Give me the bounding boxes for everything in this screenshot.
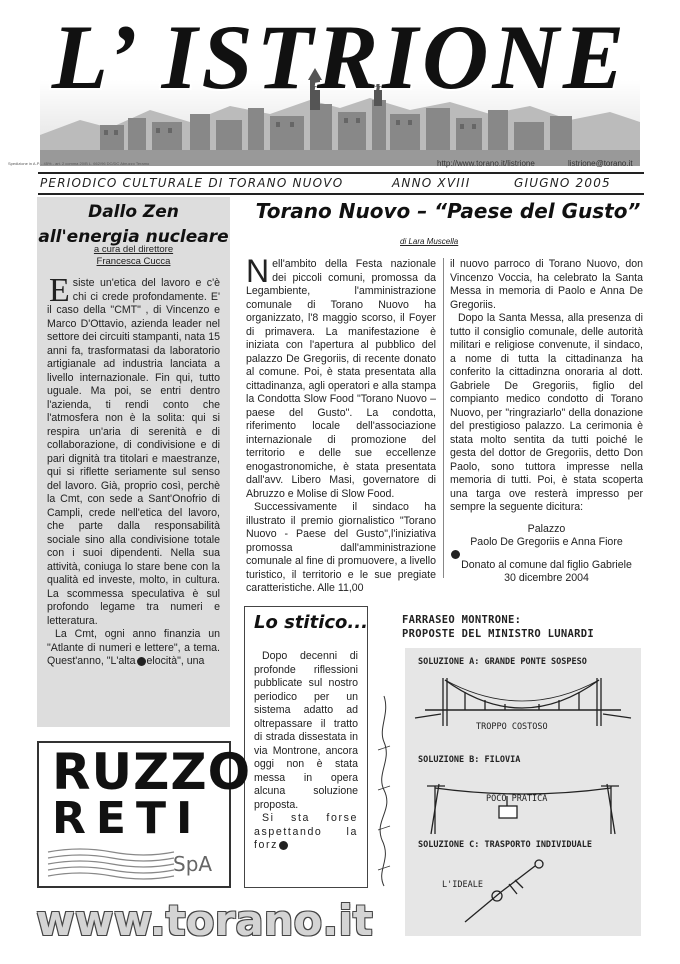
left-title-line2: all'energia nucleare [38,227,229,247]
left-title-line1: Dallo Zen [88,202,179,222]
left-paragraph-2: La Cmt, ogni anno finanzia un "Atlante di numeri e lettere", a tema. Quest'anno, "L'alta elocità", una [47,628,220,667]
cartoon-heading-line2: PROPOSTE DEL MINISTRO LUNARDI [402,628,595,640]
stitico-title: Lo stitico... [254,612,368,633]
ad-logo-line1: RUZZO [52,743,252,801]
main-article-byline: di Lara Muscella [400,237,459,246]
left-article-byline [37,244,230,268]
cartoon-drawing [405,648,641,936]
ad-logo-suffix: SpA [173,852,213,876]
stitico-paragraph-1: Dopo decenni di profonde riflessioni pubblicate sul nostro periodico per un sistema adatto ad oltrepassare il tratto di strada dissestata in via Montrone, ancora oggi non è stata messa in opera alcuna soluzione proposta. [254,650,358,811]
main-paragraph-1: Nell'ambito della Festa nazionale dei piccoli comuni, promossa da Legambiente, l'amministrazione comunale di Torano Nuovo ha organizzato, l'8 maggio scorso, il Foyer di primavera. La manifestazione è iniziata con l'apertura al pubblico del palazzo De Gregoriis, di recente donato al comune. Poi, è stata presentata alla cittadinanza, agli operatori e alla stampa la Condotta Slow Food "Torano Nuovo – paese del Gusto". La condotta, riferimento locale dell'associazione internazionale di promozione del territorio e delle sue eccellenze enogastronomiche, è stata presentata dall'avv. Libero Masi, governatore di Abruzzo e Molise di Slow Food. [246,253,436,500]
stitico-body [254,650,358,853]
water-waves-icon [46,846,176,880]
left-article-title [37,200,230,250]
issue-date: GIUGNO 2005 [514,176,611,190]
cartoon-heading-line1: FARRASEO MONTRONE: [402,614,522,626]
stitico-paragraph-2: Si sta forse aspettando la forz [254,812,358,851]
column-divider [443,258,444,578]
plaque-line-4: 30 dicembre 2004 [504,572,589,584]
masthead [40,6,640,168]
cartoon-solution-c-note: L'IDEALE [442,880,483,890]
cartoon-heading [402,613,642,641]
stitico-end-icon [279,841,288,850]
main-paragraph-2: Successivamente il sindaco ha illustrato il premio giornalistico "Torano Nuovo - Paese del Gusto",l'iniziativa promossa dall'amministrazione comunale al fine di promuovere, a livello turistico, il territorio e le sue pregiate caratteristiche. Alle 11,00 [246,501,436,594]
masthead-title: L’ ISTRIONE [51,6,629,108]
issue-year: ANNO XVIII [392,176,471,190]
issue-bar [40,176,642,192]
main-article-column-1 [246,253,436,596]
cartoon-solution-a: SOLUZIONE A: GRANDE PONTE SOSPESO [418,657,587,667]
left-article-body [47,272,220,669]
continued-icon [137,657,146,666]
main-article-title: Torano Nuovo – “Paese del Gusto” [255,199,641,223]
main-paragraph-4: Dopo la Santa Messa, alla presenza di tutto il consiglio comunale, delle autorità militari e religiose convenute, il sindaco, a nome di tutta la cittadinanza ha conferito la cittadinzna onoraria al dott. Gabriele De Gregoriis, figlio del compianto medico condotto di Torano Nuovo, per "ringraziarlo" della donazione del prestigioso palazzo. La cerimonia è stata molto sentita da tutti poiché le gesta del dottor de Gregoriis, detto Don Paolo, sono tuttora impresse nella memoria di tutti. Poi, è stata scoperta una targa ove resterà impresso per sempre la seguente dicitura: [450,312,643,513]
plaque-line-1: Palazzo [527,522,566,535]
ad-logo-line2: RETI [52,793,203,844]
main-article-column-2 [450,258,643,586]
left-dropcap: E [49,272,70,309]
main-paragraph-3: il nuovo parroco di Torano Nuovo, don Vincenzo Voccia, ha celebrato la Santa Messa in memoria di Paolo e Anna De Gregoriis. [450,258,643,311]
masthead-email-link[interactable]: listrione@torano.it [568,159,633,168]
postal-registration: Spedizione in A.P. - 45% - art. 2 comma 20/B L. 662/96 DC/DC Abruzzo Teramo [8,161,150,166]
cartoon-solution-a-note: TROPPO COSTOSO [476,722,548,732]
artist-signature [372,690,396,890]
main-dropcap: N [246,253,270,289]
masthead-url-link[interactable]: http://www.torano.it/listrione [437,159,535,168]
header-rule-bottom [38,193,644,195]
cartoon-solution-b: SOLUZIONE B: FILOVIA [418,755,521,765]
byline-role: a cura del direttore [93,244,174,255]
individual-transport-icon [465,860,543,922]
plaque-line-2: Paolo De Gregoriis e Anna Fiore [470,536,623,548]
plaque-line-3: Donato al comune dal figlio Gabriele [450,550,643,573]
suspension-bridge-icon [415,678,631,726]
footer-url-link[interactable]: www.torano.it [36,896,373,945]
left-paragraph-1: Esiste un'etica del lavoro e c'è chi ci crede profondamente. E' il caso della "CMT" , di Vincenzo e Marco D'Ottavio, azienda leader nel settore dei circuiti stampanti, nata 15 anni fa, trasformatasi da laboratorio artigianale ad industria lanciata a livello internazionale. Fin qui, tutto uguale. Ma poi, se entri dentro l'azienda, ti rendi conto che l'atmosfera non è la solita: qui si respira un'aria di serenità e di collaborazione, di condivisione e di pari dignità tra titolari e maestranze, qui si riflette seriamente sul senso del lavoro. Già, proprio così, perchè la Cmt, con sede a Sant'Onofrio di Campli, crede nell'etica del lavoro, che parte dalla responsabilità sociale sino alla condivisione totale con i suoi dipendenti. Nella sua attività, coniuga lo stare bene con la qualità ed investe, molto, in cultura. La scommessa speculativa è sul profondo legame tra numeri e letteratura. [47,272,220,627]
cartoon-solution-c: SOLUZIONE C: TRASPORTO INDIVIDUALE [418,840,592,850]
publication-name: PERIODICO CULTURALE DI TORANO NUOVO [40,176,344,190]
plaque-inscription [450,523,643,586]
header-rule-top [38,172,644,174]
end-of-article-icon [451,550,460,559]
byline-author: Francesca Cucca [96,256,171,267]
cable-car-icon [427,784,619,834]
cartoon-solution-b-note: POCO PRATICA [486,794,548,804]
